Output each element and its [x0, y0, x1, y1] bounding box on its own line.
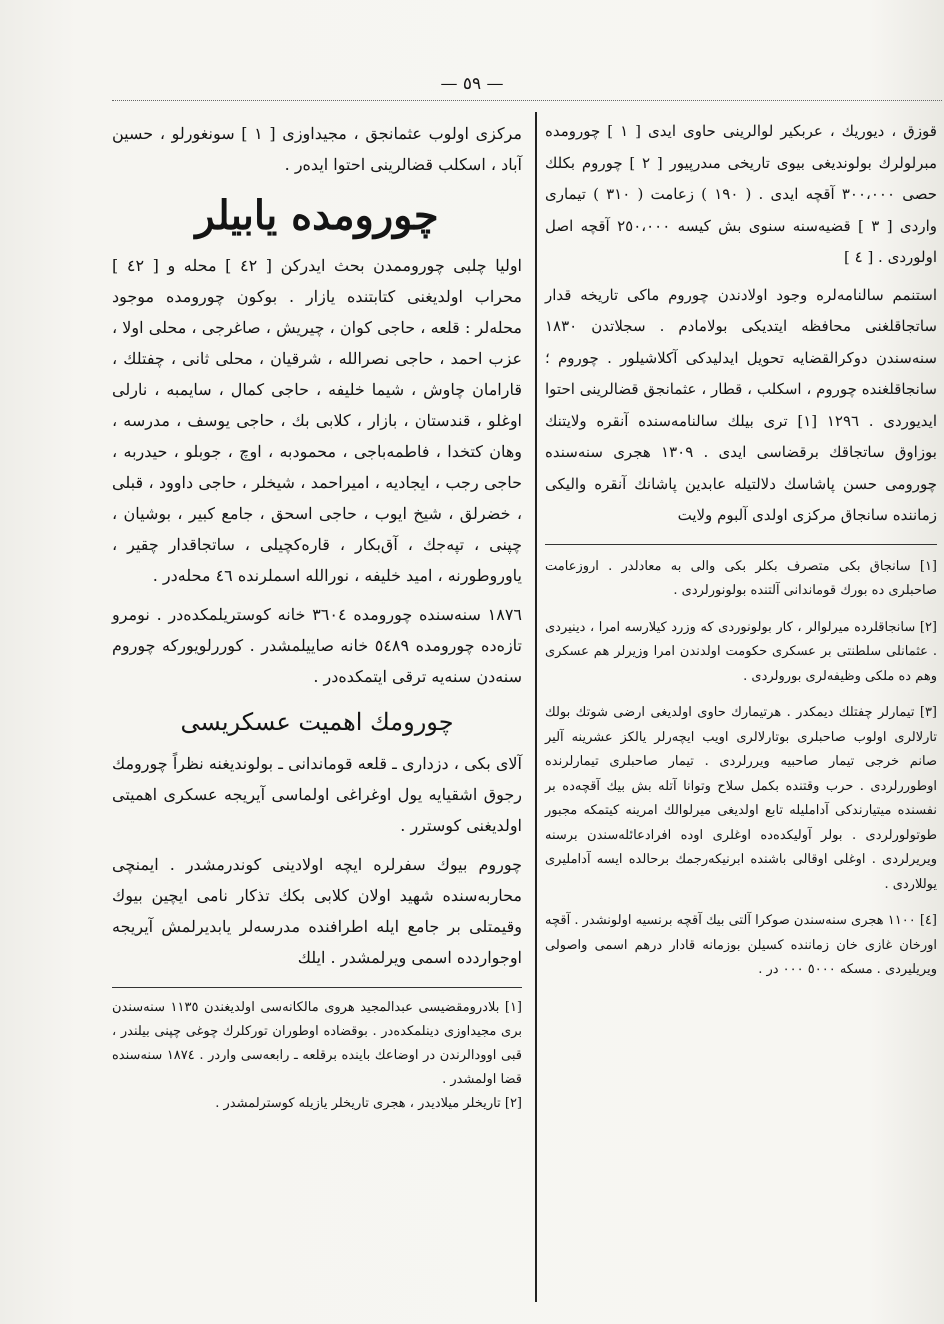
- right-footnote-2: [٢] سانجاقلردە ميرلوالر ، كار بولونوردى كە وزرد كيلارسە امرا ، دينيردى . عثمانلى سلطنتى بر عسكرى حكومت اولدندن امرا وزيرلر هم عسكرى وهم دە ملكى وظيفەلرى بورولردى .: [545, 619, 937, 684]
- right-footnote-3: [٣] تيمارلر چفتلك ديمكدر . هرتيمارك حاوى اولديغى ارضى شوتك بولك تارلالرى اولوب صاحبلرى بوتارلالرى اويب ايچەرلر يالكز عشرينه آلير صانم خرجى تيمار صاحبيە ويررلردى . تيمار صاحبلرى تيمارلرنده اوطوررلردى . حرب وقتنده بكمل سلاح وتوانا آتلە بش بيك آقچەدە بر نفسندە ميتيارندكى آدامليلە تابع اولديغى ميرلوالك امرينه كيتمكە مجبور طوتولورلردى . بولر آوليكدەدە اوغلرى اودە افرادعائلەسندن برسنه ويريرلردى . اوغلى اوقالى باشندە ابرنيكەرجمك برحالدە ايسە آدامليرى يوللاردى .: [545, 705, 937, 892]
- header-rule: [112, 100, 942, 101]
- section-title: چورومدە يابيلر: [195, 192, 439, 239]
- left-column: [112, 118, 522, 1116]
- column-divider: [535, 112, 537, 1302]
- right-footnote-4: [٤] ١١٠٠ هجرى سنەسندن صوكرا آلتى بيك آقچه برنسيه اولونشدر . آقچه اورخان غازى خان زماننده كسيلن بوزمانه قادار درهم اسمى واصولى ويريليردى . مسكه ٥٠٠٠ ٠٠٠ در .: [545, 913, 937, 977]
- left-paragraph-1: اوليا چلبى چوروممدن بحث ايدركن [ ٤٢ ] محله و [ ٤٢ ] محراب اولديغنى كتابتندە يازار . بوكون چورومدە موجود محلەلر : قلعه ، حاجى كوان ، چيريش ، صاغرجى ، محلى اولا ، عزب احمد ، حاجى نصرالله ، شرقيان ، محلى ثانى ، چفتلك ، قارامان چاوش ، شيما خليفه ، حاجى كمال ، سايمبه ، نارلى اوغلو ، قندستان ، بازار ، كلابى بك ، حاجى يوسف ، مدرسه ، وهان كتخدا ، فاطمەباجى ، محمودبه ، اوچ ، جوبلو ، حيدربه ، حاجى رجب ، ايجاديه ، اميراحمد ، شيخلر ، حاجى داوود ، قبلى ، خضرلق ، شيخ ايوب ، حاجى اسحق ، جامع كبير ، بوشيان ، چپنى ، تپەجك ، آق‌بكار ، قارەكچيلى ، ساتجاقدار چقير ، ياوروطورنه ، اميد خليفه ، نورالله اسملرندە ٤٦ محلەدر .: [112, 256, 522, 585]
- left-paragraph-3: آلاى بكى ، دزدارى ـ قلعه قوماندانى ـ بولونديغنه نظراً چورومك رجوق اشقيايە يول اوغراغى اولماسى آيريجه عسكرى اهميتى اولديغنى كوسترر .: [112, 754, 522, 835]
- right-paragraph-1: قوزق ، ديوريك ، عربكير لوالرينى حاوى ايدى [ ١ ] چورومدە مبرلولرك بولونديغى بيوى تاريخى مىدرپيور [ ٢ ] چوروم بكلك حصى ٣٠٠،٠٠٠ آقچه ايدى . ( ١٩٠ ) زعامت ( ٣١٠ ) تيمارى واردى [ ٣ ] قضيەسنه سنوى بش كيسه ٢٥٠،٠٠٠ آقچه اصل اولوردى . [ ٤ ]: [545, 122, 937, 266]
- page-number: — ٥٩ —: [440, 74, 504, 94]
- left-footnote-separator: [112, 987, 522, 988]
- left-footnote-2: [٢] تاريخلر ميلاديدر ، هجرى تاريخلر يازيلە كوسترلمشدر .: [215, 1096, 522, 1111]
- right-paragraph-2: استنمم سالنامەلرە وجود اولادندن چوروم ماكى تاريخه قدار ساتجاقلغنى محافظه ايتديكى بولامادم . سجلاتدن ١٨٣٠ سنەسندن دوكرالقضايە تحويل ايدليدكى آكلاشيلور . چوروم ؛ سانجاقلغندە چوروم ، اسكلب ، قطار ، عثمانجق قضالرينى احتوا ايديوردى . ١٢٩٦ [١] ترى بيلك سالنامەسندە آنقره ولايتنك بوزاوق ساتجاقك برقضاسى ايدى . ١٣٠٩ هجرى سنەسنده چورومى حسن پاشاسك دلالتيله عابدين پاشانك آنقره واليكى زماننده سانجاق مركزى اولدى آلبوم ولايت: [545, 285, 938, 524]
- footnote-separator: [545, 544, 937, 545]
- section-subtitle: چورومك اهميت عسكريسى: [180, 708, 454, 736]
- left-intro: مركزى اولوب عثمانجق ، مجيداوزى [ ١ ] سونغورلو ، حسين آباد ، اسكلب قضالرينى احتوا ايدەر .: [112, 124, 522, 174]
- right-column: [545, 116, 937, 995]
- right-footnote-1: [١] سانجاق بكى متصرف بكلر بكى والى به معادلدر . اروزعامت صاحبلرى دە بورك قوماندانى آلتندە بولونورلردى .: [545, 558, 937, 598]
- left-paragraph-2: ١٨٧٦ سنەسنده چورومدە ٣٦٠٤ خانه كوستريلمكدەدر . نومرو تازەدە چورومدە ٥٤٨٩ خانه صاييلمشدر . كوررلويوركه چوروم سنەدن سنەيە ترقى ايتمكدەدر .: [112, 605, 523, 686]
- left-footnote-1: [١] بلادرومقضيسى عبدالمجيد هروى مالكانەسى اولديغندن ١١٣٥ سنەسندن برى مجيداوزى دينلمكدەدر . بوقضادە اوطوران توركلرك چوغى چپنى بيلندر ، قبى اوودالرندن در اوضاعك بايندە برقلعه ـ رابعەسى واردر . ١٨٧٤ سنەسنده قضا اولمشدر .: [112, 1000, 522, 1087]
- left-paragraph-4: چوروم بيوك سفرلرە ايچه اولادينى كوندرمشدر . ايمنچى محاربەسندە شهيد اولان كلابى بكك تذكار نامى ايچين بيوك وقيمتلى بر جامع ايلە اطرافندە مدرسەلر يابديرلمش آيريجه اوجوارددە اسمى ويرلمشدر . ايلك: [112, 855, 522, 967]
